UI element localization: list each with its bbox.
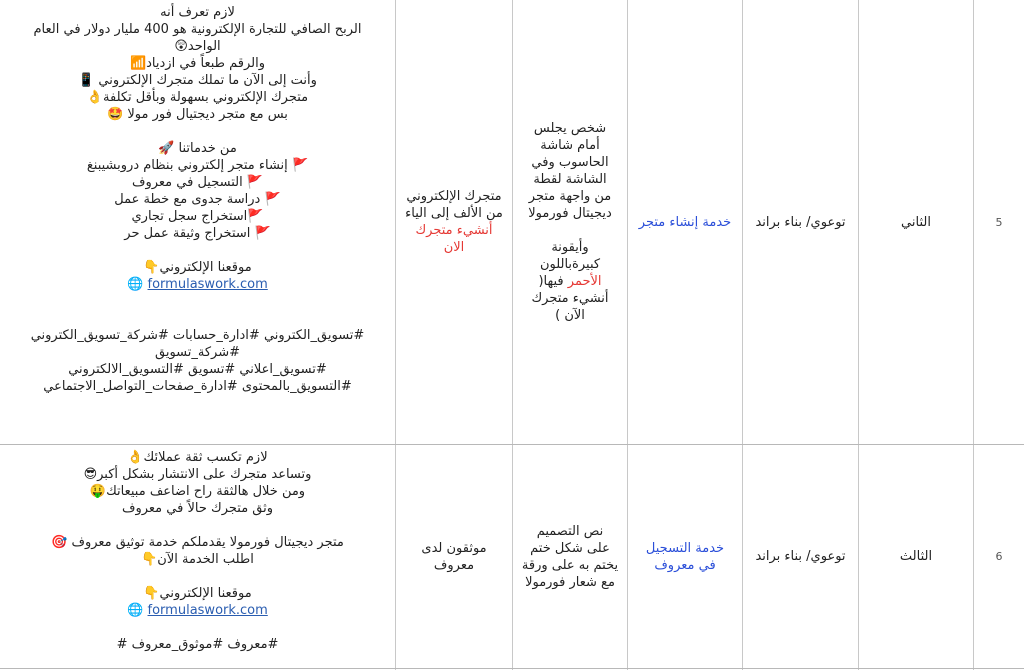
service-line: في معروف — [654, 557, 716, 573]
service-cell[interactable] — [628, 445, 742, 668]
red-flag-emoji-icon: 🚩 — [254, 226, 271, 241]
chart-increasing-emoji-icon: 📶 — [129, 56, 147, 71]
globe-emoji-icon: 🌐 — [127, 603, 144, 618]
headline-line: من الألف إلى الياء — [405, 206, 503, 221]
caption-line: وثق متجرك حالاً في معروف — [121, 501, 274, 516]
sunglasses-face-emoji-icon: 😎 — [83, 467, 98, 482]
caption-line: وأنت إلى الآن ما تملك متجرك الإلكتروني — [98, 73, 317, 88]
headline-red-line: أنشيء متجرك — [415, 223, 493, 238]
visual-cell[interactable] — [513, 0, 627, 444]
row-number-label: 6 — [995, 550, 1003, 563]
headline-text — [421, 540, 486, 574]
service-line: خدمة التسجيل — [645, 540, 725, 556]
astonished-face-emoji-icon: 😲 — [174, 39, 188, 54]
service-cell[interactable] — [628, 0, 742, 444]
caption-line: متجر ديجيتال فورمولا يقدملكم خدمة توثيق معروف — [71, 535, 344, 550]
service-text — [646, 540, 724, 574]
visual-line-part: فيها( — [538, 274, 568, 289]
visual-line: ديجيتال فورمولا — [528, 206, 612, 221]
visual-line: أنشيء متجرك — [531, 291, 609, 306]
service-text: خدمة إنشاء متجر — [638, 214, 732, 230]
type-cell[interactable] — [743, 0, 858, 444]
type-text: توعوي/ بناء براند — [755, 214, 846, 230]
visual-line: كبيرةباللون — [539, 257, 601, 272]
caption-line: التسجيل في معروف — [131, 175, 243, 190]
mobile-phone-emoji-icon: 📱 — [78, 73, 95, 88]
visual-line: وأيقونة — [551, 240, 589, 255]
caption-line: بس مع متجر ديجتيال فور مولا — [127, 107, 288, 122]
backhand-index-pointing-down-emoji-icon: 👇 — [143, 260, 160, 275]
visual-line: شخص يجلس — [533, 121, 607, 136]
hashtags-line: #التسويق_بالمحتوى #ادارة_صفحات_التواصل_الاجتماعي — [43, 379, 352, 394]
caption-line: دراسة جدوى مع خطة عمل — [114, 192, 261, 207]
hashtags-line: #معروف #موثوق_معروف # — [116, 637, 279, 652]
caption-text — [31, 4, 365, 395]
visual-line: نص التصميم — [536, 523, 604, 539]
caption-line: والرقم طبعاً في ازدياد — [146, 56, 266, 71]
caption-text — [51, 449, 344, 653]
visual-line: أمام شاشة — [540, 138, 600, 153]
row-number[interactable] — [974, 0, 1024, 444]
row-number-label: 5 — [995, 215, 1003, 229]
caption-line: استخراج سجل تجاري — [131, 209, 248, 224]
visual-line: الحاسوب وفي — [531, 155, 609, 170]
headline-cell[interactable] — [396, 445, 512, 668]
red-flag-emoji-icon: 🚩 — [247, 209, 264, 224]
caption-line: من خدماتنا — [178, 141, 237, 156]
website-link[interactable]: formulaswork.com — [147, 603, 268, 618]
caption-line: لازم تعرف أنه — [160, 5, 235, 20]
headline-line: معروف — [433, 557, 475, 573]
caption-line: موقعنا الإلكتروني — [159, 586, 252, 601]
caption-line: ومن خلال هالثقة راح اضاعف مبيعاتك — [106, 484, 306, 499]
headline-line: موثقون لدى — [421, 540, 487, 556]
type-cell[interactable] — [743, 445, 858, 668]
visual-red-word: الأحمر — [567, 274, 602, 289]
money-mouth-face-emoji-icon: 🤑 — [89, 484, 107, 499]
caption-cell[interactable] — [0, 449, 395, 668]
stage-text: الثالث — [899, 549, 933, 564]
headline-red-line: الان — [443, 240, 465, 255]
headline-cell[interactable] — [396, 0, 512, 444]
caption-line: الربح الصافي للتجارة الإلكترونية هو 400 مليار دولار في العام — [33, 22, 362, 37]
ok-hand-emoji-icon: 👌 — [127, 450, 144, 465]
caption-line: وتساعد متجرك على الانتشار بشكل أكبر — [97, 467, 312, 482]
website-link[interactable]: formulaswork.com — [147, 277, 268, 292]
backhand-index-pointing-down-emoji-icon: 👇 — [141, 552, 158, 567]
stage-text: الثاني — [901, 214, 931, 230]
visual-line: على شكل ختم — [530, 540, 610, 556]
visual-line: من واجهة متجر — [528, 189, 612, 204]
stage-cell[interactable] — [859, 445, 973, 668]
backhand-index-pointing-down-emoji-icon: 👇 — [143, 586, 160, 601]
visual-cell[interactable] — [513, 445, 627, 668]
ok-hand-emoji-icon: 👌 — [86, 90, 104, 105]
rocket-emoji-icon: 🚀 — [158, 141, 175, 156]
visual-line: الشاشة لقطة — [533, 172, 607, 187]
caption-line: استخراج وثيقة عمل حر — [124, 226, 251, 241]
red-flag-emoji-icon: 🚩 — [246, 175, 264, 190]
grid-line — [0, 668, 1024, 669]
direct-hit-emoji-icon: 🎯 — [51, 535, 68, 550]
caption-line: اطلب الخدمة الآن — [157, 552, 254, 567]
visual-text — [522, 523, 618, 591]
hashtags-line: #تسويق_اعلاني #تسويق #التسويق_الالكتروني — [68, 362, 327, 377]
caption-line: لازم تكسب ثقة عملائك — [143, 450, 268, 465]
visual-line — [528, 273, 611, 290]
star-struck-emoji-icon: 🤩 — [107, 107, 124, 122]
caption-line: متجرك الإلكتروني بسهولة وبأقل تكلفة — [103, 90, 309, 105]
headline-text — [405, 188, 503, 256]
stage-cell[interactable] — [859, 0, 973, 444]
headline-line: متجرك الإلكتروني — [406, 189, 502, 204]
caption-cell[interactable] — [0, 4, 395, 444]
visual-line: الآن ) — [555, 308, 585, 323]
red-flag-emoji-icon: 🚩 — [264, 192, 281, 207]
visual-line: مع شعار فورمولا — [525, 574, 615, 590]
caption-line: إنشاء متجر إلكتروني بنظام دروبشيبنغ — [86, 158, 288, 173]
caption-line: موقعنا الإلكتروني — [159, 260, 252, 275]
visual-text — [528, 120, 611, 324]
visual-line: يختم به على ورقة — [521, 557, 619, 573]
type-text: توعوي/ بناء براند — [755, 549, 846, 564]
row-number[interactable] — [974, 445, 1024, 668]
red-flag-emoji-icon: 🚩 — [291, 158, 309, 173]
caption-line: الواحد — [187, 39, 221, 54]
globe-emoji-icon: 🌐 — [127, 277, 144, 292]
hashtags-line: #تسويق_الكتروني #ادارة_حسابات #شركة_تسويق_الكتروني — [30, 328, 365, 343]
hashtags-line: #شركة_تسويق — [154, 345, 240, 360]
